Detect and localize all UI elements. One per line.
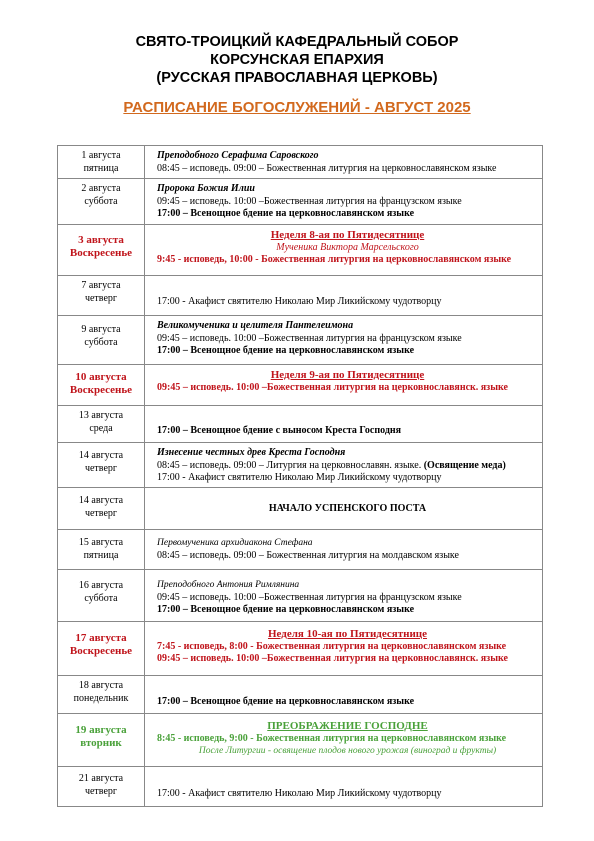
service-time: 17:00 – Всенощное бдение на церковнославянском языке <box>157 345 415 356</box>
date-cell <box>58 365 145 406</box>
service-time: 17:00 – Всенощное бдение на церковнославянском языке <box>157 604 415 615</box>
service-cell <box>145 443 543 488</box>
date-cell <box>58 714 145 767</box>
date-day: 21 августа <box>78 773 124 784</box>
date-cell <box>58 530 145 570</box>
date-day: 3 августа <box>78 234 124 246</box>
table-row <box>58 179 543 225</box>
service-cell <box>145 530 543 570</box>
date-weekday: среда <box>89 422 113 434</box>
feast-name: Неделя 9-ая по Пятидесятнице <box>270 369 425 381</box>
date-day: 2 августа <box>81 183 121 194</box>
feast-name: Пророка Божия Илии <box>157 183 255 194</box>
date-weekday: четверг <box>84 507 118 519</box>
date-day: 16 августа <box>78 580 124 591</box>
service-cell <box>145 676 543 714</box>
service-time: 08:45 – исповедь. 09:00 – Божественная литургия на церковнославянском языке <box>157 162 497 174</box>
service-time: 17:00 - Акафист святителю Николаю Мир Ликийскому чудотворцу <box>157 787 442 799</box>
service-time: 17:00 – Всенощное бдение на церковнославянском языке <box>157 208 415 219</box>
table-row <box>58 622 543 676</box>
service-cell <box>145 276 543 316</box>
service-cell <box>145 365 543 406</box>
honey-blessing: (Освящение меда) <box>423 459 506 471</box>
date-day: 14 августа <box>78 495 124 506</box>
date-cell <box>58 767 145 807</box>
date-cell <box>58 443 145 488</box>
date-cell <box>58 676 145 714</box>
date-cell <box>58 225 145 276</box>
date-weekday: Воскресенье <box>69 246 133 259</box>
date-weekday: Воскресенье <box>69 383 133 396</box>
service-time: 17:00 – Всенощное бдение на церковнославянском языке <box>157 695 415 707</box>
feast-name: Изнесение честных древ Креста Господня <box>157 447 346 458</box>
feast-name: Преподобного Антония Римлянина <box>157 580 300 590</box>
church-name: (РУССКАЯ ПРАВОСЛАВНАЯ ЦЕРКОВЬ) <box>156 70 438 86</box>
document-header <box>0 33 594 87</box>
date-weekday: пятница <box>83 549 119 561</box>
service-time: 8:45 - исповедь, 9:00 - Божественная литургия на церковнославянском языке <box>157 732 507 744</box>
service-cell <box>145 488 543 530</box>
date-weekday: понедельник <box>73 692 129 704</box>
date-weekday: суббота <box>84 195 118 207</box>
service-cell <box>145 316 543 365</box>
diocese-name: КОРСУНСКАЯ ЕПАРХИЯ <box>210 52 384 68</box>
table-row <box>58 488 543 530</box>
service-time: 09:45 – исповедь. 10:00 –Божественная литургия на французском языке <box>157 591 462 603</box>
schedule-title <box>0 99 594 116</box>
feast-name: ПРЕОБРАЖЕНИЕ ГОСПОДНЕ <box>267 720 428 732</box>
date-day: 18 августа <box>78 680 124 691</box>
service-time: 09:45 – исповедь. 10:00 –Божественная литургия на французском языке <box>157 195 462 207</box>
date-weekday: пятница <box>83 162 119 174</box>
table-row <box>58 443 543 488</box>
table-row <box>58 316 543 365</box>
date-cell <box>58 179 145 225</box>
schedule-title-text: РАСПИСАНИЕ БОГОСЛУЖЕНИЙ - АВГУСТ 2025 <box>123 99 471 116</box>
feast-name: Великомученика и целителя Пантелеимона <box>157 320 354 331</box>
service-time: 17:00 - Акафист святителю Николаю Мир Ликийскому чудотворцу <box>157 295 442 307</box>
date-day: 15 августа <box>78 537 124 548</box>
table-row <box>58 714 543 767</box>
date-day: 17 августа <box>75 632 127 644</box>
date-cell <box>58 316 145 365</box>
cathedral-name: СВЯТО-ТРОИЦКИЙ КАФЕДРАЛЬНЫЙ СОБОР <box>135 34 459 50</box>
schedule-table <box>57 145 543 807</box>
service-time: 09:45 – исповедь. 10:00 –Божественная литургия на церковнославянск. языке <box>157 381 508 393</box>
date-day: 1 августа <box>81 150 121 161</box>
date-weekday: Воскресенье <box>69 644 133 657</box>
date-day: 13 августа <box>78 410 124 421</box>
date-day: 10 августа <box>75 371 127 383</box>
service-time: 17:00 - Акафист святителю Николаю Мир Ликийскому чудотворцу <box>157 472 442 483</box>
feast-name: Неделя 10-ая по Пятидесятнице <box>267 628 428 640</box>
table-row <box>58 676 543 714</box>
table-row <box>58 146 543 179</box>
service-time: 09:45 – исповедь. 10:00 –Божественная литургия на французском языке <box>157 332 462 344</box>
service-time: 08:45 – исповедь. 09:00 – Литургия на церковнославян. языке. <box>157 459 422 471</box>
service-time: 7:45 - исповедь, 8:00 - Божественная литургия на церковнославянском языке <box>157 640 507 652</box>
date-cell <box>58 406 145 443</box>
service-time: 17:00 – Всенощное бдение с выносом Креста Господня <box>157 424 402 436</box>
table-row <box>58 365 543 406</box>
date-cell <box>58 276 145 316</box>
fast-start: НАЧАЛО УСПЕНСКОГО ПОСТА <box>268 503 427 515</box>
service-time: 08:45 – исповедь. 09:00 – Божественная литургия на молдавском языке <box>157 549 459 561</box>
date-weekday: четверг <box>84 292 118 304</box>
table-row <box>58 406 543 443</box>
service-cell <box>145 570 543 622</box>
date-cell <box>58 146 145 179</box>
date-cell <box>58 622 145 676</box>
service-cell <box>145 179 543 225</box>
service-cell <box>145 767 543 807</box>
date-weekday: суббота <box>84 336 118 348</box>
date-day: 19 августа <box>75 724 127 736</box>
date-day: 14 августа <box>78 450 124 461</box>
table-row <box>58 530 543 570</box>
service-cell <box>145 146 543 179</box>
service-cell <box>145 225 543 276</box>
feast-name: Преподобного Серафима Саровского <box>157 150 319 161</box>
date-day: 7 августа <box>81 280 121 291</box>
date-day: 9 августа <box>81 324 121 335</box>
table-row <box>58 225 543 276</box>
table-row <box>58 276 543 316</box>
date-weekday: суббота <box>84 592 118 604</box>
table-row <box>58 570 543 622</box>
date-weekday: четверг <box>84 462 118 474</box>
saint-name: Мученика Виктора Марсельского <box>276 241 419 253</box>
date-weekday: четверг <box>84 785 118 797</box>
date-cell <box>58 570 145 622</box>
date-cell <box>58 488 145 530</box>
service-time: 09:45 – исповедь. 10:00 –Божественная литургия на церковнославянск. языке <box>157 653 508 664</box>
table-row <box>58 767 543 807</box>
service-cell <box>145 622 543 676</box>
blessing-note: После Литургии - освящение плодов нового урожая (виноград и фрукты) <box>198 746 497 756</box>
service-cell <box>145 714 543 767</box>
service-cell <box>145 406 543 443</box>
date-weekday: вторник <box>80 736 122 749</box>
feast-name: Первомученика архидиакона Стефана <box>157 538 313 548</box>
feast-name: Неделя 8-ая по Пятидесятнице <box>270 229 425 241</box>
service-time: 9:45 - исповедь, 10:00 - Божественная литургия на церковнославянском языке <box>157 254 512 265</box>
